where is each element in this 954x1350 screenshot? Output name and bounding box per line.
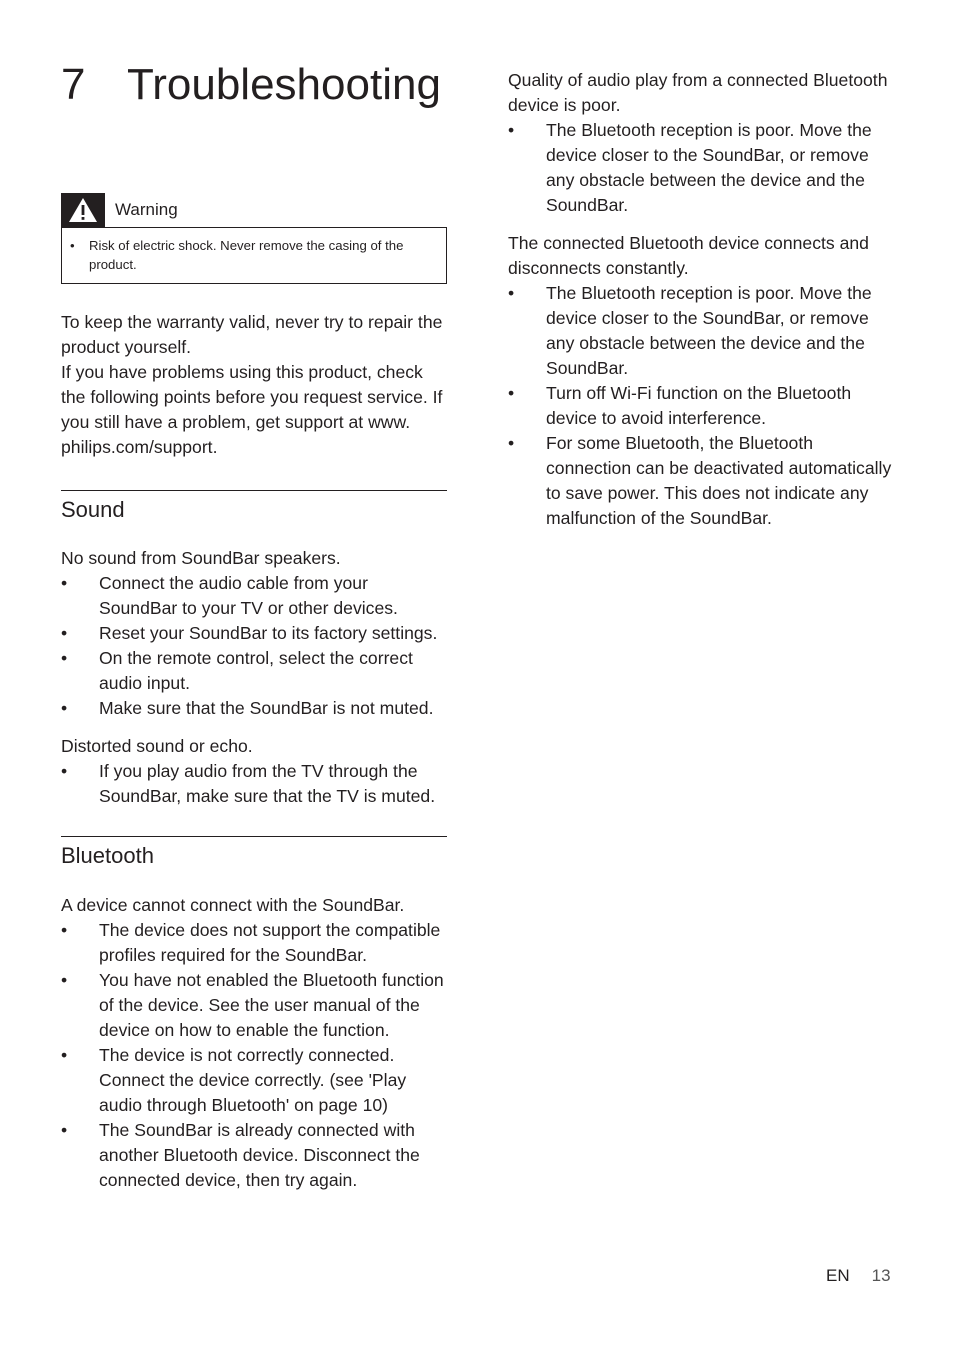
solution-item: [508, 381, 898, 431]
problem-block: [508, 68, 898, 218]
bullet: •: [61, 623, 68, 643]
solution-text: Turn off Wi-Fi function on the Bluetooth device to avoid interference.: [546, 383, 852, 428]
solution-item: [61, 1118, 447, 1193]
language-code: EN: [826, 1266, 850, 1285]
solution-item: [61, 646, 447, 696]
warning-item: [70, 236, 436, 274]
chapter-title: [61, 60, 447, 140]
solution-text: The SoundBar is already connected with another Bluetooth device. Disconnect the connected device, then try again.: [99, 1120, 420, 1190]
solution-text: On the remote control, select the correct audio input.: [99, 648, 413, 693]
bullet: •: [61, 1120, 68, 1140]
warning-label: Warning: [115, 200, 178, 219]
solution-text: If you play audio from the TV through the SoundBar, make sure that the TV is muted.: [99, 761, 436, 806]
solution-list: [61, 918, 447, 1193]
solution-text: The device does not support the compatible profiles required for the SoundBar.: [99, 920, 441, 965]
problem-question: Distorted sound or echo.: [61, 736, 253, 756]
solution-text: The Bluetooth reception is poor. Move the device closer to the SoundBar, or remove any obstacle between the device and the SoundBar.: [546, 120, 872, 215]
bullet: •: [61, 970, 68, 990]
solution-list: [61, 759, 447, 809]
problem-block: [61, 893, 447, 1193]
problem-question: The connected Bluetooth device connects and disconnects constantly.: [508, 233, 869, 278]
problem-block: [508, 231, 898, 531]
bullet: •: [508, 120, 515, 140]
bullet: •: [508, 283, 515, 303]
warning-triangle-icon: [61, 193, 105, 227]
left-column: [61, 60, 447, 1193]
right-column: [508, 68, 898, 531]
warning-block: [61, 193, 447, 284]
section-heading: Sound: [61, 497, 125, 522]
bullet: •: [70, 238, 75, 253]
warning-item-text: Risk of electric shock. Never remove the casing of the product.: [89, 238, 404, 272]
solution-item: [61, 759, 447, 809]
bullet: •: [508, 433, 515, 453]
problem-block: [61, 546, 447, 721]
solution-list: [508, 281, 898, 531]
page-number: 13: [871, 1266, 891, 1285]
problem-question: A device cannot connect with the SoundBar.: [61, 895, 405, 915]
problem-block: [61, 734, 447, 809]
chapter-number: 7: [61, 60, 86, 109]
bluetooth-problems-right: [508, 68, 898, 531]
section-heading: Bluetooth: [61, 843, 154, 868]
solution-item: [508, 431, 898, 531]
bullet: •: [61, 648, 68, 668]
warning-box: [61, 227, 447, 284]
solution-text: Make sure that the SoundBar is not muted.: [99, 698, 434, 718]
sound-problems: [61, 546, 447, 809]
warning-header: [61, 193, 447, 227]
solution-item: [61, 696, 447, 721]
problem-question: No sound from SoundBar speakers.: [61, 548, 341, 568]
bluetooth-problems-left: [61, 893, 447, 1193]
solution-text: The Bluetooth reception is poor. Move the device closer to the SoundBar, or remove any obstacle between the device and the SoundBar.: [546, 283, 872, 378]
solution-item: [61, 968, 447, 1043]
solution-item: [508, 281, 898, 381]
solution-item: [61, 1043, 447, 1118]
solution-text: Connect the audio cable from your SoundBar to your TV or other devices.: [99, 573, 398, 618]
bullet: •: [508, 383, 515, 403]
solution-item: [508, 118, 898, 218]
solution-text: Reset your SoundBar to its factory settings.: [99, 623, 438, 643]
solution-text: For some Bluetooth, the Bluetooth connection can be deactivated automatically to save power. This does not indicate any malfunction of the SoundBar.: [546, 433, 892, 528]
solution-list: [61, 571, 447, 721]
section-bluetooth: [61, 836, 447, 870]
intro-paragraph: If you have problems using this product, check the following points before you request service. If you still have a problem, get support at www. philips.com/support.: [61, 362, 443, 457]
bullet: •: [61, 573, 68, 593]
solution-list: [508, 118, 898, 218]
bullet: •: [61, 920, 68, 940]
bullet: •: [61, 761, 68, 781]
solution-text: You have not enabled the Bluetooth function of the device. See the user manual of the device on how to enable the function.: [99, 970, 444, 1040]
chapter-title-text: Troubleshooting: [127, 60, 441, 109]
solution-item: [61, 621, 447, 646]
intro-text: [61, 310, 447, 460]
page-footer: [826, 1266, 891, 1286]
bullet: •: [61, 698, 68, 718]
intro-paragraph: To keep the warranty valid, never try to repair the product yourself.: [61, 312, 443, 357]
solution-item: [61, 571, 447, 621]
solution-text: The device is not correctly connected. Connect the device correctly. (see 'Play audio through Bluetooth' on page 10): [99, 1045, 407, 1115]
problem-question: Quality of audio play from a connected Bluetooth device is poor.: [508, 70, 888, 115]
bullet: •: [61, 1045, 68, 1065]
solution-item: [61, 918, 447, 968]
section-sound: [61, 490, 447, 524]
